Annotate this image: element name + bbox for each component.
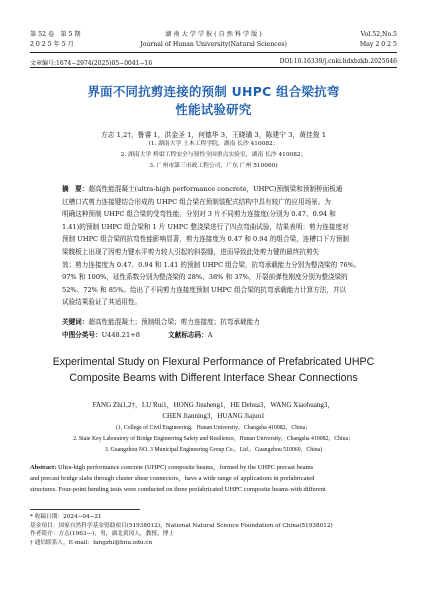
authors-en-line-2: CHEN Jianning3，HUANG Jiajun1	[162, 412, 265, 420]
meta-rule	[30, 67, 397, 68]
affiliation-en-3: 3. Guangzhou NO. 3 Municipal Engineering Group Co.，Ltd.，Guangzhou 510060，China)	[104, 447, 323, 453]
date-cn: 2 0 2 5 年 5 月	[30, 41, 74, 48]
abstract-en: Abstract: Ultra-high performance concrete (UHPC) composite beams，formed by the UHPC precast beams and precast bridge slabs through cluster shear connectors，have a wide range of applications in prefabricated structures. Four-point bending tests were conducted on three prefabricated UHPC composite beams with different	[30, 464, 326, 493]
footnote-rule	[30, 509, 140, 510]
volume-issue-en: Vol.52,No.5	[360, 31, 397, 38]
abstract-cn-label: 摘 要：	[62, 185, 89, 193]
footnote-received: * 收稿日期：2024−04−21	[30, 514, 102, 520]
doi: DOI:10.16339/j.cnki.hdxbzkb.2025046	[279, 58, 397, 65]
header-rule	[30, 52, 397, 53]
title-en-line-1: Experimental Study on Flexural Performance of Prefabricated UHPC	[52, 356, 375, 368]
keywords-cn: 关键词：超高性能混凝土；预制组合梁；剪力连接度；抗弯承载能力	[62, 318, 260, 326]
abstract-en-label: Abstract:	[30, 464, 57, 471]
affiliation-cn-1: (1. 湖南大学 土木工程学院，湖南 长沙 410082；	[148, 141, 279, 147]
footnote-fund: 基金项目：国家自然科学基金资助项目(51938012)，National Natural Science Foundation of China(51938012)	[30, 522, 333, 529]
affiliation-cn-2: 2. 湖南大学 桥梁工程安全与韧性全国重点实验室，湖南 长沙 410082；	[120, 152, 307, 158]
affiliation-en-1: (1. College of Civil Engineering，Hunan University，Changsha 410082，China；	[116, 425, 311, 431]
classification-cn: 中图分类号：U448.21+8 文献标志码：A	[62, 331, 213, 339]
title-en-line-2: Composite Beams with Different Interface Shear Connections	[69, 372, 358, 384]
volume-issue-cn: 第 52 卷 第 5 期	[30, 31, 81, 38]
article-number: 文章编号:1674−2974(2025)05−0041−16	[30, 60, 153, 67]
authors-en-line-1: FANG Zhi1,2†，LU Rui1，HONG Jinsheng1，HE Dehua3，WANG Xiaohuang3，	[92, 401, 335, 409]
authors-cn: 方志 1,2†，鲁睿 1，洪金圣 1，何德华 3，王晓璜 3，陈建宁 3，黄佳俊 1	[100, 131, 327, 139]
journal-name-cn: 湖 南 大 学 学 报 ( 自 然 科 学 版 )	[165, 31, 262, 38]
journal-name-en: Journal of Hunan University(Natural Sciences)	[140, 41, 287, 48]
affiliation-en-2: 2. State Key Laboratory of Bridge Engineering Safety and Resilience，Hunan University，Changsha 410082，China；	[73, 436, 354, 442]
affiliation-cn-3: 3. 广州市第三市政工程公司，广东 广州 510060)	[149, 163, 278, 169]
date-en: May 2 0 2 5	[359, 41, 397, 48]
footnote-author: 作者简介：方志(1963—)，男，湖北黄冈人，教授，博士	[30, 531, 175, 538]
footnotes	[30, 513, 397, 547]
title-cn-line-2: 性能试验研究	[175, 102, 252, 117]
footnote-contact: † 通信联系人，E-mail：fangzhi@hnu.edu.cn	[30, 539, 153, 546]
abstract-cn: 摘 要：超高性能混凝土(ultra-high performance concrete，UHPC)预制梁和预制桥面板通 过槽口式剪力连接键结合形成的 UHPC 组合梁在预制装配式结构中具有较广的应用场景。为 明确这种预制 UHPC 组合梁的受弯性能，分别对 3 片不同剪力连接度(分别为 0.47、0.94 和 1.41)的预制 UHPC 组合梁和 1 片 UHPC 整浇梁进行了四点弯曲试验，结果表明：剪力连接度对 预制 UHPC 组合梁的抗弯性能影响显著，剪力连接度为 0.47 和 0.94 的组合梁，连槽口下方预制 梁腹板上出现了因剪力键水平剪力较大引起的斜裂缝，进而导致此处剪力键的最终抗剪失 效；剪力连接度为 0.47、0.94 和 1.41 的预制 UHPC 组合梁，抗弯承载能力分别为整浇梁的 76%、 97% 和 100%，延性系数分别为整浇梁的 28%、38% 和 37%，开裂前弹性刚度分别为整浇梁的 52%、72% 和 85%。给出了不同剪力连接度预制 UHPC 组合梁的抗弯承载能力计算方法，并以 试验结果验证了其适用性。	[62, 185, 361, 307]
title-cn-line-1: 界面不同抗剪连接的预制 UHPC 组合梁抗弯	[87, 84, 340, 99]
